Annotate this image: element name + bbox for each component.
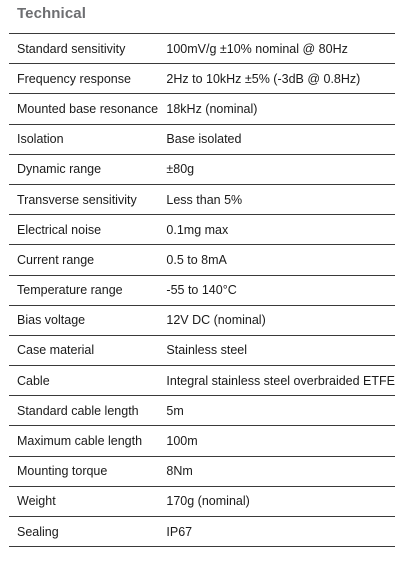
spec-label: Transverse sensitivity [9,184,166,214]
spec-value: 0.1mg max [166,215,395,245]
spec-value: -55 to 140°C [166,275,395,305]
spec-value: 18kHz (nominal) [166,94,395,124]
spec-value: Stainless steel [166,335,395,365]
spec-value: 0.5 to 8mA [166,245,395,275]
spec-row-sealing [9,517,395,547]
spec-label: Frequency response [9,64,166,94]
spec-row-current-range [9,245,395,275]
spec-value: 12V DC (nominal) [166,305,395,335]
spec-row-isolation [9,124,395,154]
spec-value: 8Nm [166,456,395,486]
spec-label: Sealing [9,517,166,547]
spec-row-weight [9,486,395,516]
spec-label: Electrical noise [9,215,166,245]
spec-value: Integral stainless steel overbraided ETFE [166,366,395,396]
spec-row-standard-cable-length [9,396,395,426]
spec-row-case-material [9,335,395,365]
spec-label: Bias voltage [9,305,166,335]
spec-label: Cable [9,366,166,396]
spec-row-temperature-range [9,275,395,305]
spec-value: IP67 [166,517,395,547]
spec-label: Maximum cable length [9,426,166,456]
spec-row-electrical-noise [9,215,395,245]
spec-row-cable [9,366,395,396]
spec-row-mounting-torque [9,456,395,486]
spec-row-frequency-response [9,64,395,94]
spec-label: Isolation [9,124,166,154]
spec-row-standard-sensitivity [9,34,395,64]
spec-row-transverse-sensitivity [9,184,395,214]
spec-row-bias-voltage [9,305,395,335]
spec-value: Less than 5% [166,184,395,214]
spec-value: ±80g [166,154,395,184]
spec-label: Standard sensitivity [9,34,166,64]
spec-label: Mounting torque [9,456,166,486]
spec-value: 5m [166,396,395,426]
spec-label: Temperature range [9,275,166,305]
spec-label: Mounted base resonance [9,94,166,124]
spec-value: 100m [166,426,395,456]
spec-label: Case material [9,335,166,365]
spec-label: Weight [9,486,166,516]
spec-value: 100mV/g ±10% nominal @ 80Hz [166,34,395,64]
spec-value: Base isolated [166,124,395,154]
spec-label: Dynamic range [9,154,166,184]
technical-spec-table [9,33,395,547]
spec-value: 2Hz to 10kHz ±5% (-3dB @ 0.8Hz) [166,64,395,94]
spec-value: 170g (nominal) [166,486,395,516]
spec-table-body [9,34,395,547]
spec-row-maximum-cable-length [9,426,395,456]
spec-label: Standard cable length [9,396,166,426]
spec-label: Current range [9,245,166,275]
spec-row-mounted-base-resonance [9,94,395,124]
section-title: Technical [17,5,86,22]
spec-row-dynamic-range [9,154,395,184]
